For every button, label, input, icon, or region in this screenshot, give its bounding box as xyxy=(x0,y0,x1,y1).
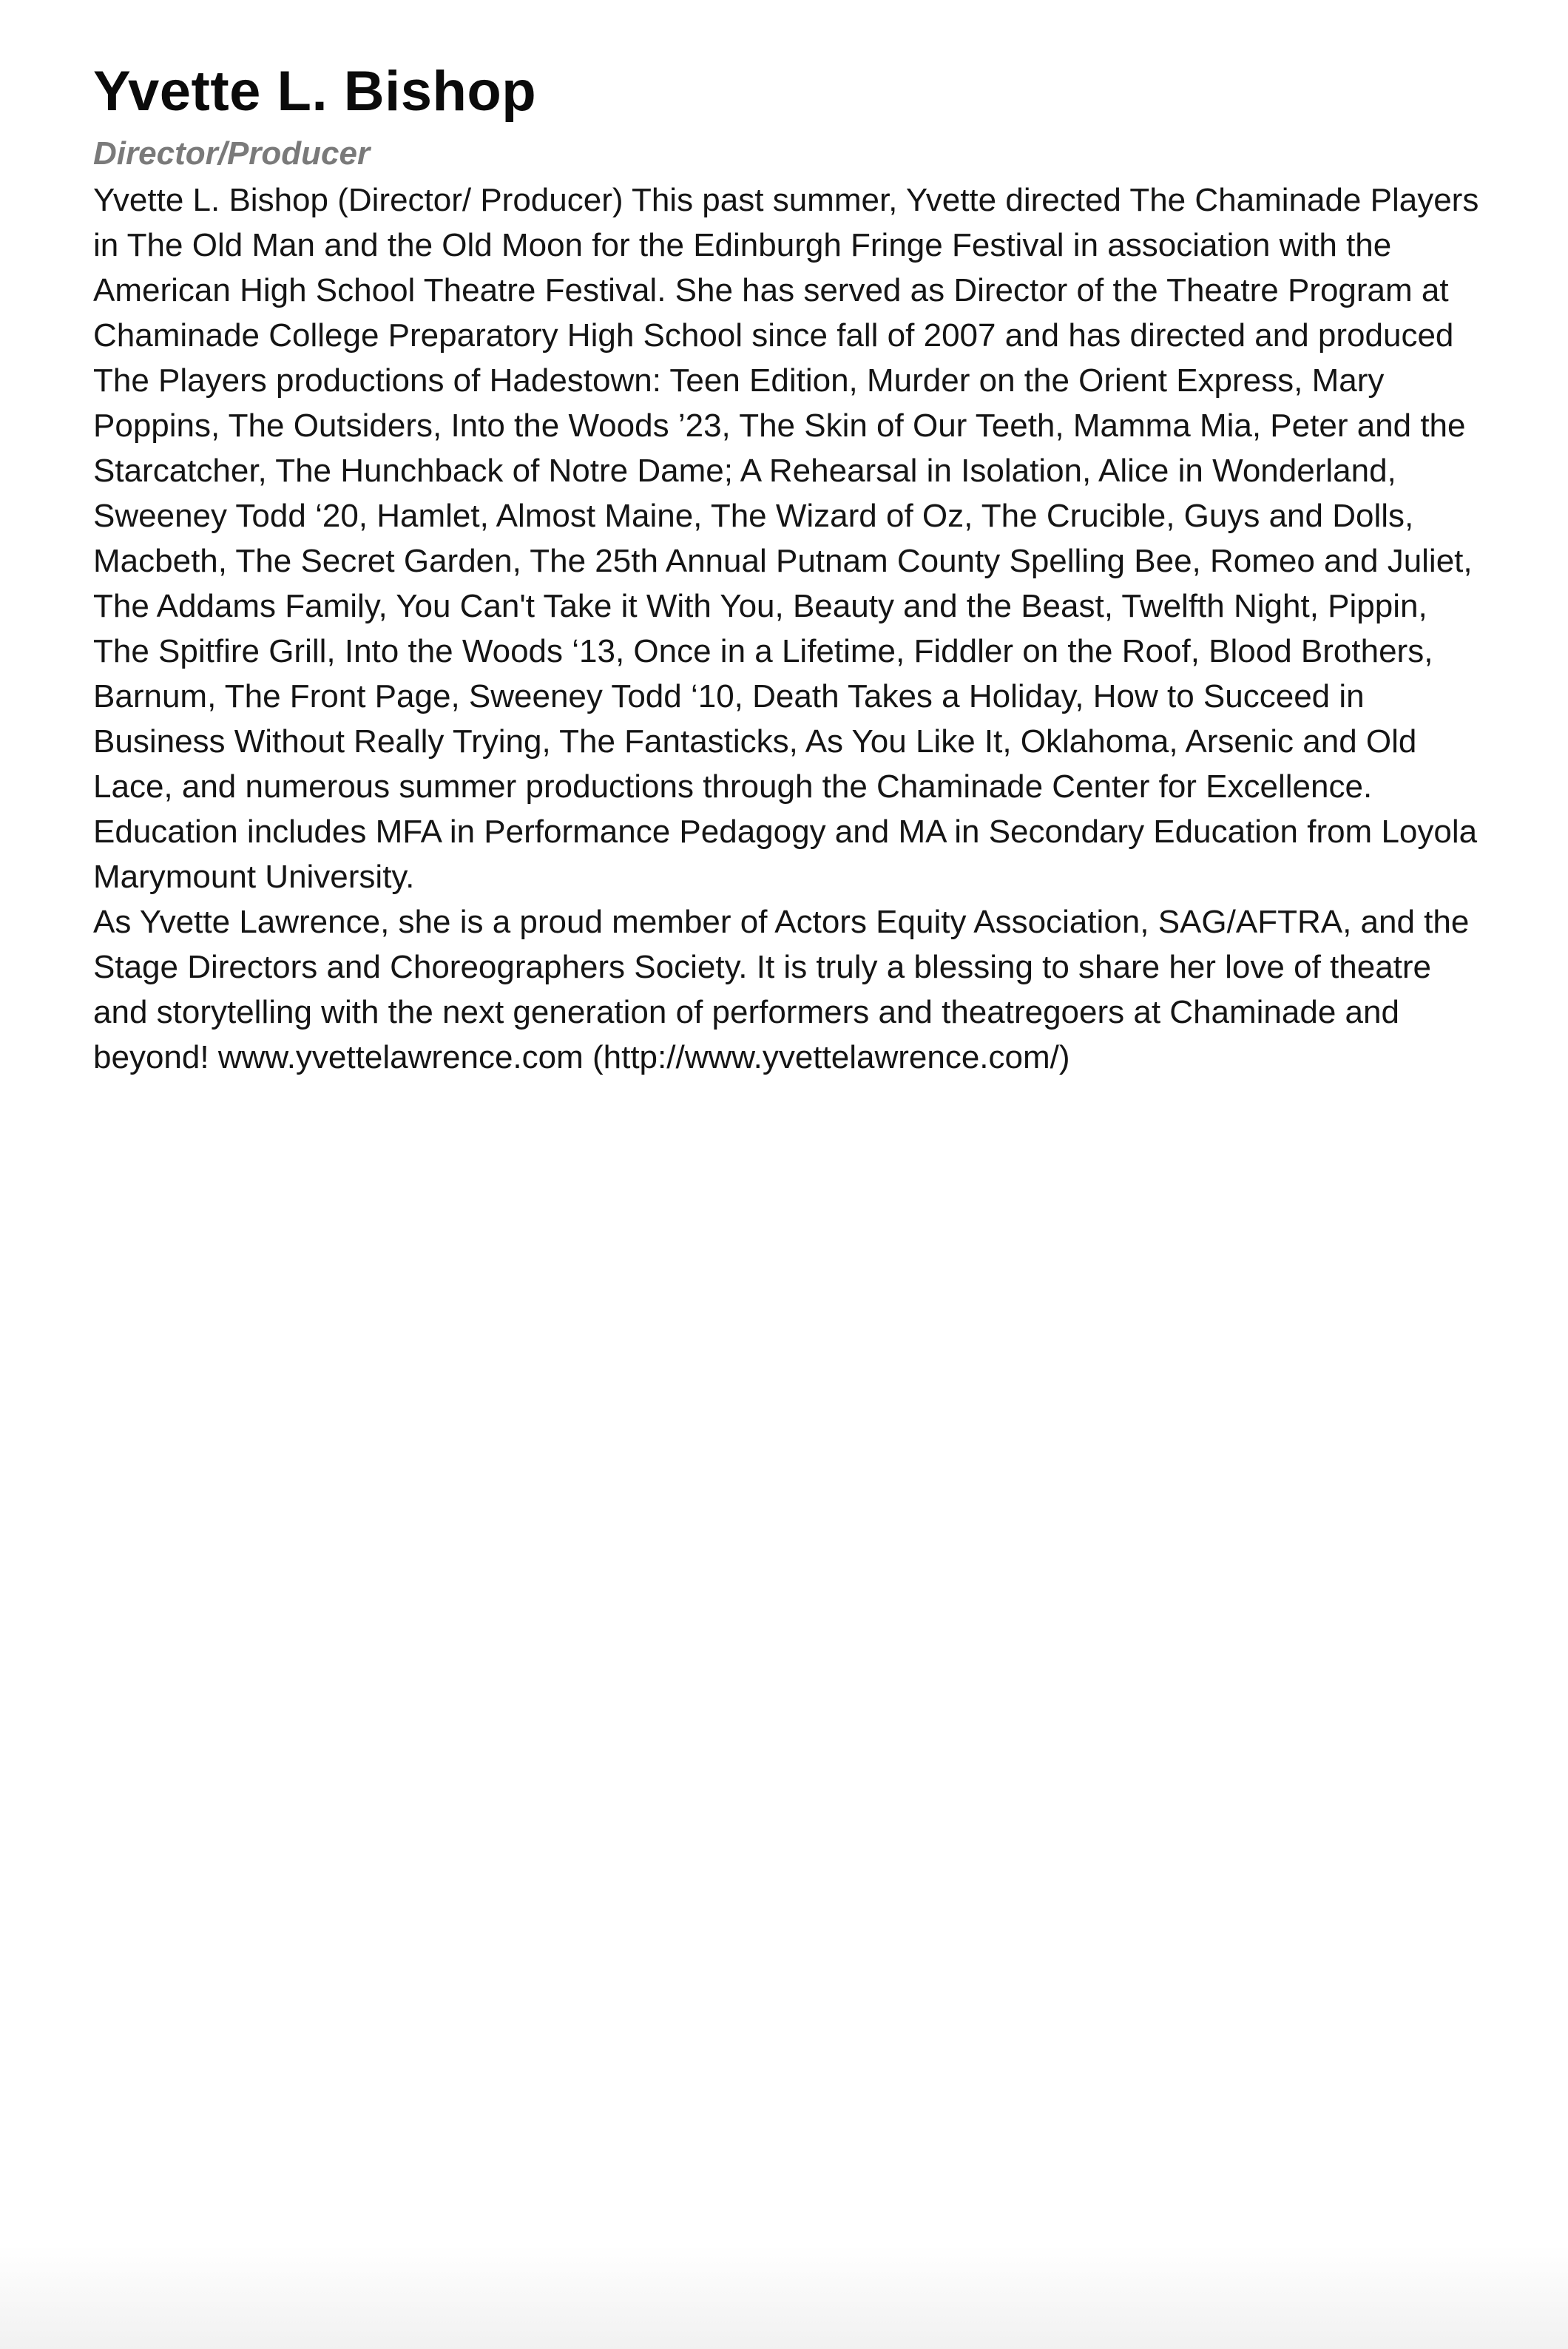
page-bottom-fade xyxy=(0,2245,1568,2349)
person-name: Yvette L. Bishop xyxy=(93,60,537,123)
bio-paragraph: Yvette L. Bishop (Director/ Producer) This past summer, Yvette directed The Chaminade Players in The Old Man and the Old Moon for the Edinburgh Fringe Festival in association with the American High School Theatre Festival. She has served as Director of the Theatre Program at Chaminade College Preparatory High School since fall of 2007 and has directed and produced The Players productions of Hadestown: Teen Edition, Murder on the Orient Express, Mary Poppins, The Outsiders, Into the Woods ’23, The Skin of Our Teeth, Mamma Mia, Peter and the Starcatcher, The Hunchback of Notre Dame; A Rehearsal in Isolation, Alice in Wonderland, Sweeney Todd ‘20, Hamlet, Almost Maine, The Wizard of Oz, The Crucible, Guys and Dolls, Macbeth, The Secret Garden, The 25th Annual Putnam County Spelling Bee, Romeo and Juliet, The Addams Family, You Can't Take it With You, Beauty and the Beast, Twelfth Night, Pippin, The Spitfire Grill, Into the Woods ‘13, Once in a Lifetime, Fiddler on the Roof, Blood Brothers, Barnum, The Front Page, Sweeney Todd ‘10, Death Takes a Holiday, How to Succeed in Business Without Really Trying, The Fantasticks, As You Like It, Oklahoma, Arsenic and Old Lace, and numerous summer productions through the Chaminade Center for Excellence. Education includes MFA in Performance Pedagogy and MA in Secondary Education from Loyola Marymount University. xyxy=(93,182,1479,895)
bio-section xyxy=(93,53,1484,1080)
bio-paragraph-membership xyxy=(93,899,1484,1080)
bio-paragraph-text: As Yvette Lawrence, she is a proud member of Actors Equity Association, SAG/AFTRA, and the Stage Directors and Choreographers Society. It is truly a blessing to share her love of theatre and storytelling with the next generation of performers and theatregoers at Chaminade and beyond! xyxy=(93,904,1470,1075)
website-link[interactable]: www.yvettelawrence.com (http://www.yvettelawrence.com/) xyxy=(217,1039,1070,1075)
person-role: Director/Producer xyxy=(93,135,371,172)
